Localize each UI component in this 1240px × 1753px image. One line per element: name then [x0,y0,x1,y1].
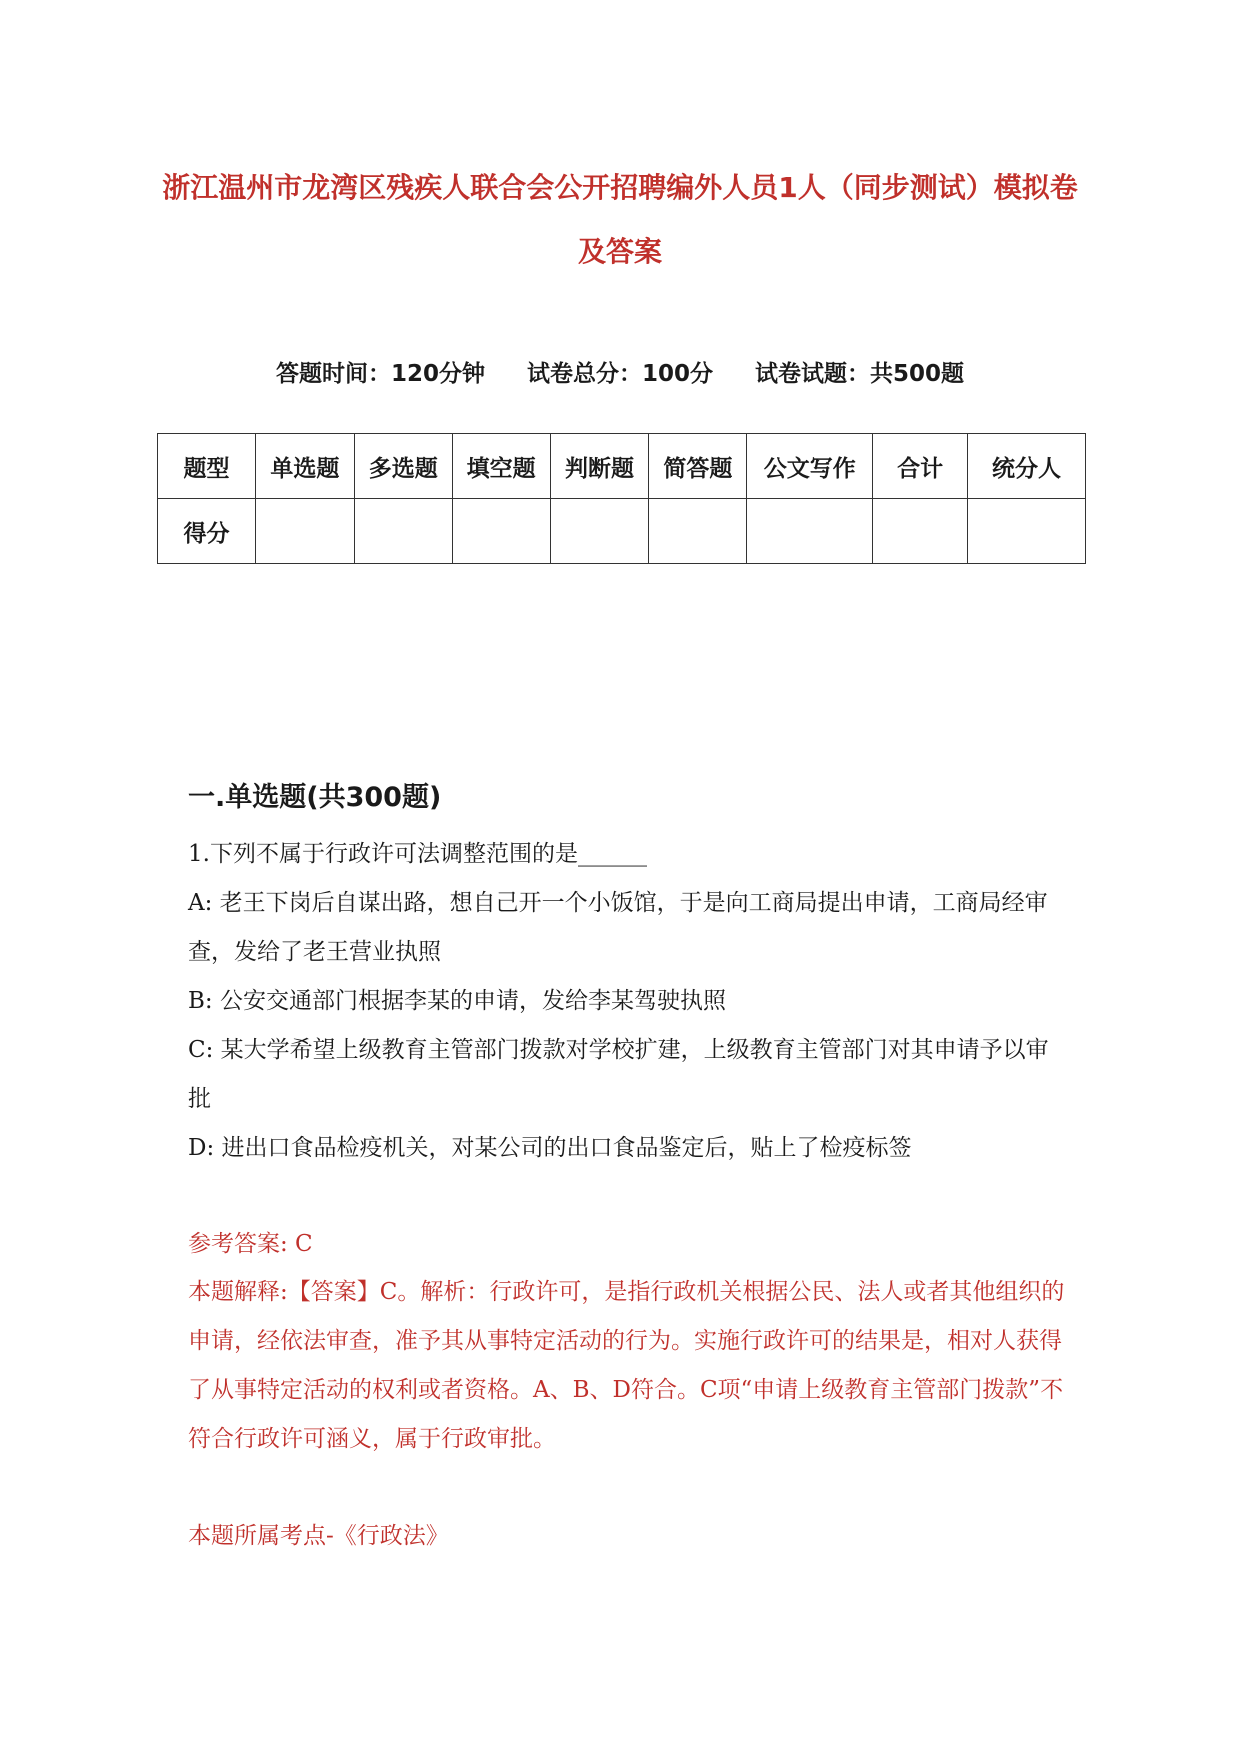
section-heading: 一.单选题(共300题) [188,782,442,813]
score-table-header-cell: 题型 [158,434,256,499]
reference-answer: 参考答案: C [188,1231,313,1257]
score-table-header-cell: 统分人 [968,434,1086,499]
exam-total-score: 试卷总分：100分 [526,361,713,387]
exam-meta [150,356,1090,392]
score-table-header-cell: 填空题 [452,434,550,499]
answer-explanation: 本题解释:【答案】C。解析：行政许可，是指行政机关根据公民、法人或者其他组织的申请，经依法审查，准予其从事特定活动的行为。实施行政许可的结果是，相对人获得了从事特定活动的权利或者资格。A、B、D符合。C项“申请上级教育主管部门拨款”不符合行政许可涵义，属于行政审批。 [188,1279,1065,1452]
score-cell [747,499,873,564]
score-cell [550,499,649,564]
score-table-header-cell: 合计 [873,434,968,499]
exam-question-count: 试卷试题：共500题 [755,361,965,387]
score-table-header-cell: 公文写作 [747,434,873,499]
option-c: C: 某大学希望上级教育主管部门拨款对学校扩建，上级教育主管部门对其申请予以审批 [188,1037,1049,1112]
score-table-header-cell: 单选题 [255,434,354,499]
score-table-header-cell: 多选题 [354,434,452,499]
option-d: D: 进出口食品检疫机关，对某公司的出口食品鉴定后，贴上了检疫标签 [188,1135,912,1161]
score-row-label: 得分 [158,499,256,564]
document-title: 浙江温州市龙湾区残疾人联合会公开招聘编外人员1人（同步测试）模拟卷及答案 [162,171,1078,268]
score-cell [255,499,354,564]
score-table-header-cell: 判断题 [550,434,649,499]
score-table-header-row [158,434,1086,499]
score-table-score-row [158,499,1086,564]
score-table-header-cell: 简答题 [649,434,747,499]
score-cell [968,499,1086,564]
score-cell [354,499,452,564]
score-cell [873,499,968,564]
option-a: A: 老王下岗后自谋出路，想自己开一个小饭馆，于是向工商局提出申请，工商局经审查，发给了老王营业执照 [188,890,1048,965]
option-b: B: 公安交通部门根据李某的申请，发给李某驾驶执照 [188,988,726,1014]
question-stem: 1.下列不属于行政许可法调整范围的是______ [188,841,647,867]
score-cell [649,499,747,564]
score-table [157,433,1086,564]
knowledge-point: 本题所属考点-《行政法》 [188,1523,449,1549]
question-block [188,830,1068,1173]
score-cell [452,499,550,564]
exam-time: 答题时间：120分钟 [275,361,485,387]
